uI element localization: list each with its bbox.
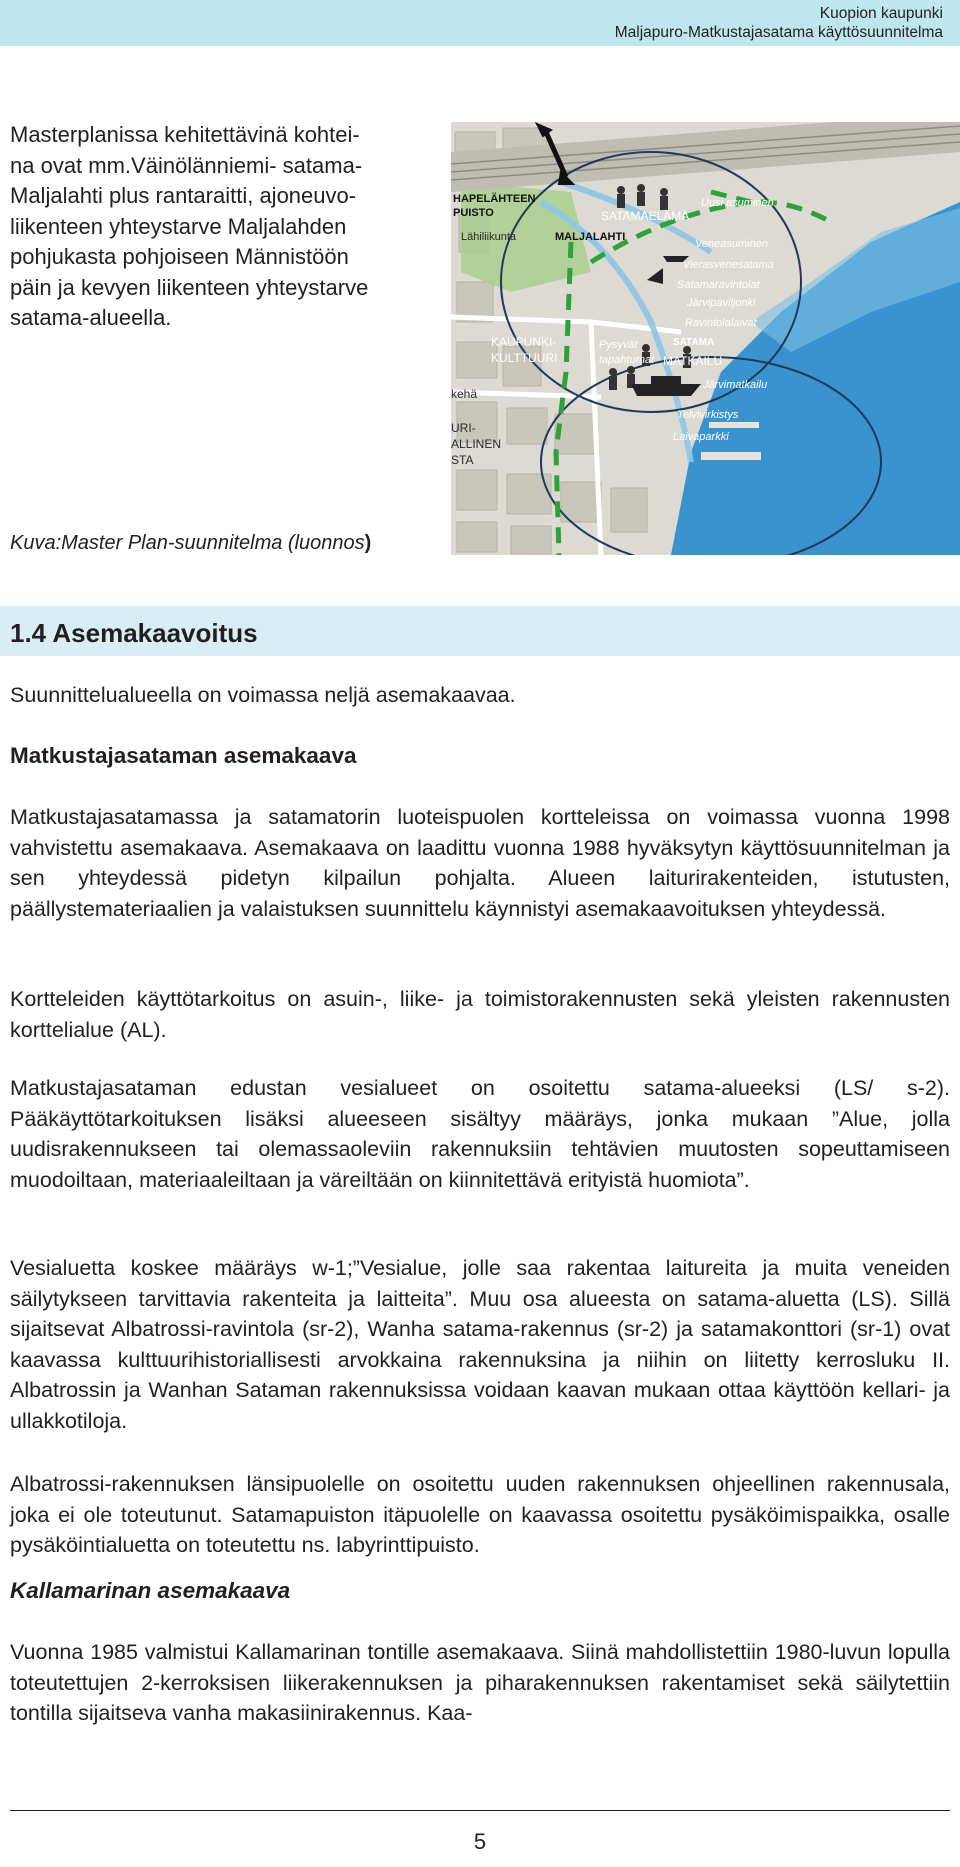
map-label-sta: STA bbox=[451, 453, 474, 467]
section-intro: Suunnittelualueella on voimassa neljä asemakaavaa. bbox=[10, 683, 516, 707]
map-label-satama: SATAMA bbox=[673, 337, 715, 348]
map-label-keha: kehä bbox=[451, 387, 478, 401]
map-label-veneasuminen: Veneasuminen bbox=[695, 238, 768, 250]
subsection-heading-kallamarina: Kallamarinan asemakaava bbox=[10, 1578, 291, 1603]
header-organization: Kuopion kaupunki bbox=[819, 5, 943, 22]
map-label-ravintolalaivat: Ravintolalaivat bbox=[685, 317, 757, 329]
map-label-jarvimatkailu: Järvimatkailu bbox=[703, 379, 768, 391]
master-plan-map bbox=[451, 122, 960, 555]
intro-line: pohjukasta pohjoiseen Männistöön bbox=[10, 244, 349, 269]
map-label-allinen: ALLINEN bbox=[451, 437, 502, 451]
caption-text: Kuva:Master Plan-suunnitelma (luonnos bbox=[10, 532, 365, 554]
map-label-vierasvenesatama: Vierasvenesatama bbox=[683, 259, 774, 271]
paragraph: Albatrossi-rakennuksen länsipuolelle on osoitettu uuden rakennuksen ohjeellinen rakennusala, joka ei ole toteutunut. Satamapuiston itäpuolelle on kaavassa osoitettu pysäköimispaikka, osalle pysäköintialuetta on toteutettu ns. labyrinttipuisto. bbox=[10, 1472, 950, 1557]
paragraph: Kortteleiden käyttötarkoitus on asuin-, liike- ja toimistorakennusten sekä yleisten rakennusten korttelialue (AL). bbox=[10, 987, 950, 1042]
paragraph: Vesialuetta koskee määräys w-1;”Vesialue, jolle saa rakentaa laitureita ja muita veneiden säilytykseen tarvittavia rakenteita ja laitteita”. Muu osa alueesta on satama-aluetta (LS). Sillä sijaitsevat Albatrossi-ravintola (sr-2), Wanha satama-rakennus (sr-2) ja satamakonttori (sr-1) ovat kaavassa kulttuurihistoriallisesti arvokkaina rakennuksina ja niihin on liitetty kerrosluku II. Albatrossin ja Wanhan Sataman rakennuksissa voidaan kaavan mukaan ottaa käyttöön kellari- ja ullakkotiloja. bbox=[10, 1256, 950, 1433]
map-label-satamaelama: SATAMAELÄMÄ bbox=[601, 209, 690, 223]
map-label-kaupunki: KAUPUNKI- bbox=[491, 335, 557, 349]
map-label-jarvipaviljonki: Järvipaviljonki bbox=[687, 297, 756, 309]
section-title: 1.4 Asemakaavoitus bbox=[10, 618, 258, 648]
page-header bbox=[0, 0, 960, 46]
intro-line: liikenteen yhteystarve Maljalahden bbox=[10, 213, 347, 239]
map-label-matkailu: MATKAILU bbox=[663, 354, 723, 368]
intro-line: Maljalahti plus rantaraitti, ajoneuvo- bbox=[10, 183, 357, 208]
map-label-laivaparkki: Laivaparkki bbox=[673, 431, 729, 443]
page-number: 5 bbox=[473, 1829, 487, 1854]
header-document-title: Maljapuro-Matkustajasatama käyttösuunnitelma bbox=[614, 24, 943, 41]
caption-paren: ) bbox=[364, 532, 372, 554]
map-label-puisto: PUISTO bbox=[453, 207, 494, 219]
intro-line: päin ja kevyen liikenteen yhteystarve bbox=[10, 274, 369, 300]
map-label-maljalahti: MALJALAHTI bbox=[555, 231, 626, 243]
map-label-uusi-asuminen: Uusi asuminen bbox=[701, 197, 774, 209]
paragraph: Matkustajasatamassa ja satamatorin luoteispuolen kortteleissa on voimassa vuonna 1998 vahvistettu asemakaava. Asemakaava on laadittu vuonna 1988 hyväksytyn käyttösuunnitelman ja sen yhteydessä pidetyn kilpailun pohjalta. Alueen laiturirakenteiden, istutusten, päällystemateriaalien ja valaistuksen suunnittelu käynnistyi asemakaavoituksen yhteydessä. bbox=[10, 805, 950, 921]
subsection-heading-matkustajasatama: Matkustajasataman asemakaava bbox=[10, 743, 357, 768]
footer-divider bbox=[10, 1810, 950, 1811]
map-label-pysyvat: Pysyvät bbox=[599, 339, 638, 351]
intro-line: Masterplanissa kehitettävinä kohtei- bbox=[10, 122, 360, 147]
paragraph: Matkustajasataman edustan vesialueet on osoitettu satama-alueeksi (LS/ s-2). Pääkäyttötarkoituksen lisäksi alueeseen sisältyy määräys, jonka mukaan ”Alue, jolla uudisrakennukseen tai olemassaoleviin rakennuksiin tehtävien muutosten sopeuttamiseen muodoiltaan, materiaaleiltaan ja väreiltään on kiinnitettävä erityistä huomiota”. bbox=[10, 1076, 950, 1192]
map-label-uri: URI- bbox=[451, 421, 476, 435]
map-label-satamaravintolat: Satamaravintolat bbox=[677, 279, 760, 291]
map-label-telvivirkistys: Telvivirkistys bbox=[677, 409, 739, 421]
map-label-kulttuuri: KULTTUURI bbox=[491, 351, 558, 365]
map-label-hapelahteen: HAPELÄHTEEN bbox=[453, 193, 536, 205]
figure-caption bbox=[10, 532, 371, 555]
intro-line: na ovat mm.Väinölänniemi- satama- bbox=[10, 152, 363, 178]
intro-line: satama-alueella. bbox=[10, 305, 172, 330]
paragraph: Vuonna 1985 valmistui Kallamarinan tontille asemakaava. Siinä mahdollistettiin 1980-luvun lopulla toteutettujen 2-kerroksisen liikerakennuksen ja piharakennuksen rakentamiset sekä säilytettiin tontilla sijaitseva vanha makasiinirakennus. Kaa- bbox=[10, 1640, 950, 1725]
map-label-tapahtumat: tapahtumat bbox=[599, 354, 655, 366]
map-label-lahiliikunta: Lähiliikunta bbox=[461, 231, 517, 243]
intro-paragraph bbox=[10, 120, 450, 334]
